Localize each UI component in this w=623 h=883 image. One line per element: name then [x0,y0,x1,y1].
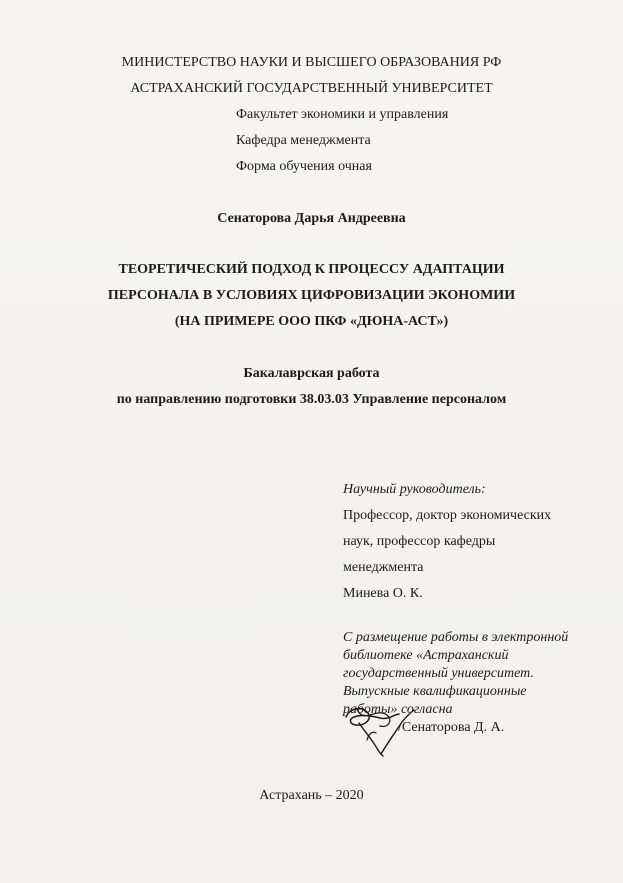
city-year: Астрахань – 2020 [259,788,364,803]
consent-line-3: государственный университет. [343,666,534,681]
supervisor-heading: Научный руководитель: [343,482,486,497]
thesis-title-line-2: ПЕРСОНАЛА В УСЛОВИЯХ ЦИФРОВИЗАЦИИ ЭКОНОМИИ [107,288,516,303]
ministry-line: МИНИСТЕРСТВО НАУКИ И ВЫСШЕГО ОБРАЗОВАНИЯ РФ [121,55,502,70]
consent-line-4: Выпускные квалификационные [343,684,527,699]
supervisor-title-line-3: менеджмента [343,560,424,575]
study-form-line: Форма обучения очная [236,159,372,174]
work-type: Бакалаврская работа [243,366,380,381]
consent-line-5: работы» согласна [343,702,453,717]
supervisor-name: Минева О. К. [343,586,423,601]
author-name: Сенаторова Дарья Андреевна [217,211,406,226]
thesis-title-line-1: ТЕОРЕТИЧЕСКИЙ ПОДХОД К ПРОЦЕССУ АДАПТАЦИИ [118,262,505,277]
supervisor-title-line-1: Профессор, доктор экономических [343,508,552,523]
signature-caption: /Сенаторова Д. А. [398,720,505,735]
consent-line-1: С размещение работы в электронной [343,630,569,645]
faculty-line: Факультет экономики и управления [236,107,449,122]
work-direction: по направлению подготовки 38.03.03 Управление персоналом [116,392,507,407]
supervisor-title-line-2: наук, профессор кафедры [343,534,496,549]
department-line: Кафедра менеджмента [236,133,371,148]
consent-line-2: библиотеке «Астраханский [343,648,509,663]
thesis-title-line-3: (НА ПРИМЕРЕ ООО ПКФ «ДЮНА-АСТ») [174,314,449,329]
university-line: АСТРАХАНСКИЙ ГОСУДАРСТВЕННЫЙ УНИВЕРСИТЕТ [130,81,493,96]
